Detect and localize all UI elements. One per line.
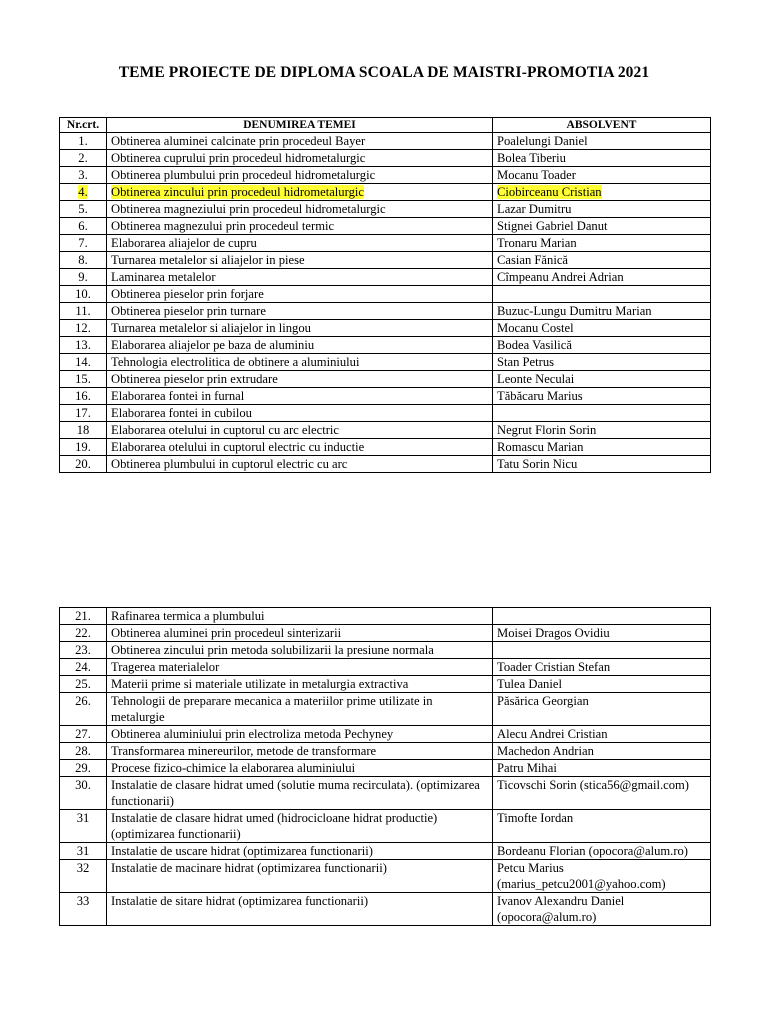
topic-text: Instalatie de clasare hidrat umed (solutie muma recirculata). (optimizarea functionarii) [111, 778, 480, 808]
topic-text: Obtinerea aluminei prin procedeul sinterizarii [111, 626, 342, 640]
row-number [60, 810, 107, 843]
table-row [60, 760, 711, 777]
topic-cell [107, 269, 493, 286]
graduate-text: Păsărica Georgian [497, 694, 589, 708]
row-number-text: 26. [75, 694, 91, 708]
topic-text: Obtinerea aluminiului prin electroliza metoda Pechyney [111, 727, 394, 741]
row-number-text: 21. [75, 609, 91, 623]
graduate-cell [493, 625, 711, 642]
graduate-cell [493, 777, 711, 810]
table-row [60, 337, 711, 354]
row-number-text: 33 [76, 894, 90, 908]
table-row [60, 405, 711, 422]
graduate-text: Petcu Marius (marius_petcu2001@yahoo.com) [497, 861, 666, 891]
topic-cell [107, 218, 493, 235]
row-number [60, 676, 107, 693]
table-row [60, 456, 711, 473]
topic-cell [107, 760, 493, 777]
table-row [60, 726, 711, 743]
table-row [60, 320, 711, 337]
topic-cell [107, 625, 493, 642]
graduate-text: Tronaru Marian [497, 236, 577, 250]
row-number [60, 439, 107, 456]
row-number [60, 843, 107, 860]
row-number-text: 15. [75, 372, 91, 386]
row-number-text: 5. [78, 202, 88, 216]
row-number-text: 14. [75, 355, 91, 369]
header-topic: DENUMIREA TEMEI [107, 118, 493, 133]
topic-text: Elaborarea otelului in cuptorul cu arc electric [111, 423, 339, 437]
table-row [60, 743, 711, 760]
row-number-text: 7. [78, 236, 88, 250]
row-number-text: 24. [75, 660, 91, 674]
table-row [60, 777, 711, 810]
table-row [60, 810, 711, 843]
table-row [60, 625, 711, 642]
row-number [60, 371, 107, 388]
table-row [60, 676, 711, 693]
row-number-text: 4. [78, 185, 88, 199]
row-number [60, 286, 107, 303]
topic-text: Procese fizico-chimice la elaborarea aluminiului [111, 761, 356, 775]
topic-cell [107, 810, 493, 843]
graduate-text: Alecu Andrei Cristian [497, 727, 608, 741]
graduate-text: Patru Mihai [497, 761, 557, 775]
topics-table-1 [59, 117, 711, 473]
row-number [60, 320, 107, 337]
row-number-text: 25. [75, 677, 91, 691]
table-row [60, 286, 711, 303]
graduate-cell [493, 456, 711, 473]
row-number [60, 269, 107, 286]
row-number [60, 235, 107, 252]
graduate-text: Stignei Gabriel Danut [497, 219, 608, 233]
topic-cell [107, 405, 493, 422]
graduate-cell [493, 405, 711, 422]
row-number-text: 10. [75, 287, 91, 301]
topic-text: Obtinerea plumbului in cuptorul electric cu arc [111, 457, 348, 471]
graduate-text: Mocanu Costel [497, 321, 574, 335]
graduate-cell [493, 726, 711, 743]
topic-text: Instalatie de uscare hidrat (optimizarea functionarii) [111, 844, 373, 858]
row-number-text: 32 [76, 861, 90, 875]
graduate-text: Bordeanu Florian (opocora@alum.ro) [497, 844, 689, 858]
row-number [60, 354, 107, 371]
graduate-text: Moisei Dragos Ovidiu [497, 626, 610, 640]
graduate-text: Tulea Daniel [497, 677, 562, 691]
graduate-cell [493, 184, 711, 201]
graduate-cell [493, 320, 711, 337]
graduate-cell [493, 642, 711, 659]
table-row [60, 659, 711, 676]
topic-cell [107, 860, 493, 893]
graduate-cell [493, 286, 711, 303]
document-title: TEME PROIECTE DE DIPLOMA SCOALA DE MAISTRI-PROMOTIA 2021 [118, 64, 650, 81]
table-row [60, 893, 711, 926]
row-number [60, 693, 107, 726]
row-number [60, 625, 107, 642]
topic-text: Instalatie de clasare hidrat umed (hidrocicloane hidrat productie) (optimizarea functionarii) [111, 811, 438, 841]
topic-text: Tragerea materialelor [111, 660, 220, 674]
graduate-cell [493, 693, 711, 726]
graduate-cell [493, 218, 711, 235]
graduate-cell [493, 676, 711, 693]
topic-cell [107, 354, 493, 371]
row-number [60, 760, 107, 777]
topic-cell [107, 893, 493, 926]
row-number-text: 12. [75, 321, 91, 335]
topic-cell [107, 693, 493, 726]
row-number-text: 3. [78, 168, 88, 182]
row-number [60, 642, 107, 659]
graduate-text: Ivanov Alexandru Daniel (opocora@alum.ro) [497, 894, 625, 924]
graduate-cell [493, 235, 711, 252]
topic-text: Elaborarea fontei in furnal [111, 389, 245, 403]
graduate-cell [493, 150, 711, 167]
row-number-text: 6. [78, 219, 88, 233]
topic-cell [107, 184, 493, 201]
graduate-cell [493, 439, 711, 456]
table-row [60, 303, 711, 320]
row-number [60, 608, 107, 625]
topic-text: Obtinerea pieselor prin turnare [111, 304, 266, 318]
row-number-text: 20. [75, 457, 91, 471]
topic-cell [107, 388, 493, 405]
table-row [60, 371, 711, 388]
row-number-text: 31 [76, 811, 90, 825]
topic-text: Elaborarea fontei in cubilou [111, 406, 252, 420]
row-number [60, 218, 107, 235]
table-row [60, 439, 711, 456]
topic-text: Obtinerea pieselor prin extrudare [111, 372, 278, 386]
graduate-text: Romascu Marian [497, 440, 584, 454]
table-row [60, 422, 711, 439]
graduate-text: Cîmpeanu Andrei Adrian [497, 270, 624, 284]
graduate-cell [493, 337, 711, 354]
graduate-text: Bolea Tiberiu [497, 151, 566, 165]
table-row [60, 150, 711, 167]
topic-text: Elaborarea aliajelor pe baza de aluminiu [111, 338, 315, 352]
table-row [60, 218, 711, 235]
row-number-text: 31 [76, 844, 90, 858]
topic-cell [107, 235, 493, 252]
table-row [60, 642, 711, 659]
topic-cell [107, 167, 493, 184]
graduate-text: Tăbăcaru Marius [497, 389, 583, 403]
graduate-cell [493, 760, 711, 777]
row-number [60, 860, 107, 893]
table-row [60, 388, 711, 405]
graduate-cell [493, 133, 711, 150]
table-row [60, 354, 711, 371]
topic-cell [107, 456, 493, 473]
row-number-text: 18 [76, 423, 90, 437]
row-number [60, 422, 107, 439]
topic-text: Obtinerea aluminei calcinate prin procedeul Bayer [111, 134, 366, 148]
graduate-text: Mocanu Toader [497, 168, 576, 182]
graduate-cell [493, 893, 711, 926]
row-number-text: 8. [78, 253, 88, 267]
topic-cell [107, 676, 493, 693]
graduate-text: Stan Petrus [497, 355, 555, 369]
topic-cell [107, 843, 493, 860]
topic-cell [107, 777, 493, 810]
graduate-text: Ticovschi Sorin (stica56@gmail.com) [497, 778, 689, 792]
graduate-text: Bodea Vasilică [497, 338, 572, 352]
row-number [60, 133, 107, 150]
topic-text: Obtinerea zincului prin procedeul hidrometalurgic [111, 185, 364, 199]
row-number [60, 150, 107, 167]
graduate-cell [493, 167, 711, 184]
row-number [60, 726, 107, 743]
row-number-text: 19. [75, 440, 91, 454]
row-number-text: 30. [75, 778, 91, 792]
table-row [60, 133, 711, 150]
topic-text: Turnarea metalelor si aliajelor in piese [111, 253, 305, 267]
topic-cell [107, 642, 493, 659]
row-number [60, 388, 107, 405]
topics-table-2 [59, 607, 711, 926]
graduate-cell [493, 201, 711, 218]
topic-text: Obtinerea plumbului prin procedeul hidrometalurgic [111, 168, 376, 182]
table-row [60, 693, 711, 726]
row-number-text: 28. [75, 744, 91, 758]
topic-cell [107, 320, 493, 337]
topic-text: Laminarea metalelor [111, 270, 216, 284]
graduate-text: Casian Fănică [497, 253, 568, 267]
row-number [60, 777, 107, 810]
topic-text: Elaborarea otelului in cuptorul electric cu inductie [111, 440, 365, 454]
topic-text: Tehnologia electrolitica de obtinere a aluminiului [111, 355, 360, 369]
row-number-text: 16. [75, 389, 91, 403]
header-graduate: ABSOLVENT [493, 118, 711, 133]
topic-text: Rafinarea termica a plumbului [111, 609, 265, 623]
topic-cell [107, 286, 493, 303]
topic-text: Obtinerea magneziului prin procedeul hidrometalurgic [111, 202, 386, 216]
table-row [60, 269, 711, 286]
row-number [60, 252, 107, 269]
table-row [60, 201, 711, 218]
row-number-text: 23. [75, 643, 91, 657]
graduate-cell [493, 810, 711, 843]
row-number-text: 17. [75, 406, 91, 420]
row-number [60, 201, 107, 218]
topic-text: Materii prime si materiale utilizate in metalurgia extractiva [111, 677, 409, 691]
topic-text: Obtinerea magnezului prin procedeul termic [111, 219, 335, 233]
graduate-text: Negrut Florin Sorin [497, 423, 597, 437]
table-row [60, 608, 711, 625]
topic-text: Obtinerea pieselor prin forjare [111, 287, 264, 301]
row-number [60, 337, 107, 354]
graduate-cell [493, 860, 711, 893]
topic-cell [107, 659, 493, 676]
graduate-cell [493, 371, 711, 388]
topic-text: Tehnologii de preparare mecanica a materiilor prime utilizate in metalurgie [111, 694, 433, 724]
row-number [60, 893, 107, 926]
table-row [60, 167, 711, 184]
topic-text: Obtinerea cuprului prin procedeul hidrometalurgic [111, 151, 366, 165]
row-number [60, 167, 107, 184]
graduate-cell [493, 303, 711, 320]
topic-cell [107, 252, 493, 269]
graduate-text: Toader Cristian Stefan [497, 660, 611, 674]
graduate-cell [493, 354, 711, 371]
graduate-cell [493, 422, 711, 439]
topic-text: Obtinerea zincului prin metoda solubilizarii la presiune normala [111, 643, 434, 657]
graduate-text: Lazar Dumitru [497, 202, 572, 216]
row-number-text: 11. [75, 304, 91, 318]
graduate-cell [493, 659, 711, 676]
topic-cell [107, 422, 493, 439]
topic-cell [107, 726, 493, 743]
table-row [60, 184, 711, 201]
topic-cell [107, 150, 493, 167]
row-number-text: 9. [78, 270, 88, 284]
table-row [60, 235, 711, 252]
graduate-cell [493, 388, 711, 405]
topic-cell [107, 303, 493, 320]
row-number [60, 743, 107, 760]
topic-cell [107, 371, 493, 388]
topic-cell [107, 133, 493, 150]
row-number-text: 1. [78, 134, 88, 148]
graduate-cell [493, 743, 711, 760]
graduate-cell [493, 252, 711, 269]
graduate-text: Tatu Sorin Nicu [497, 457, 578, 471]
topic-cell [107, 201, 493, 218]
topic-text: Transformarea minereurilor, metode de transformare [111, 744, 377, 758]
row-number-text: 2. [78, 151, 88, 165]
graduate-text: Leonte Neculai [497, 372, 575, 386]
topic-text: Instalatie de macinare hidrat (optimizarea functionarii) [111, 861, 387, 875]
topic-cell [107, 337, 493, 354]
topic-text: Elaborarea aliajelor de cupru [111, 236, 257, 250]
table-header-row [60, 118, 711, 133]
row-number [60, 303, 107, 320]
graduate-cell [493, 843, 711, 860]
table-row [60, 843, 711, 860]
row-number [60, 659, 107, 676]
graduate-cell [493, 269, 711, 286]
graduate-text: Timofte Iordan [497, 811, 574, 825]
table-row [60, 252, 711, 269]
graduate-text: Machedon Andrian [497, 744, 594, 758]
row-number-text: 29. [75, 761, 91, 775]
topic-cell [107, 439, 493, 456]
row-number-text: 13. [75, 338, 91, 352]
graduate-text: Poalelungi Daniel [497, 134, 588, 148]
row-number-text: 22. [75, 626, 91, 640]
row-number [60, 456, 107, 473]
table-row [60, 860, 711, 893]
row-number [60, 405, 107, 422]
topic-cell [107, 743, 493, 760]
topic-cell [107, 608, 493, 625]
topic-text: Instalatie de sitare hidrat (optimizarea functionarii) [111, 894, 369, 908]
graduate-text: Buzuc-Lungu Dumitru Marian [497, 304, 652, 318]
graduate-cell [493, 608, 711, 625]
row-number-text: 27. [75, 727, 91, 741]
topic-text: Turnarea metalelor si aliajelor in lingou [111, 321, 311, 335]
header-nr: Nr.crt. [60, 118, 107, 133]
row-number [60, 184, 107, 201]
graduate-text: Ciobirceanu Cristian [497, 185, 602, 199]
